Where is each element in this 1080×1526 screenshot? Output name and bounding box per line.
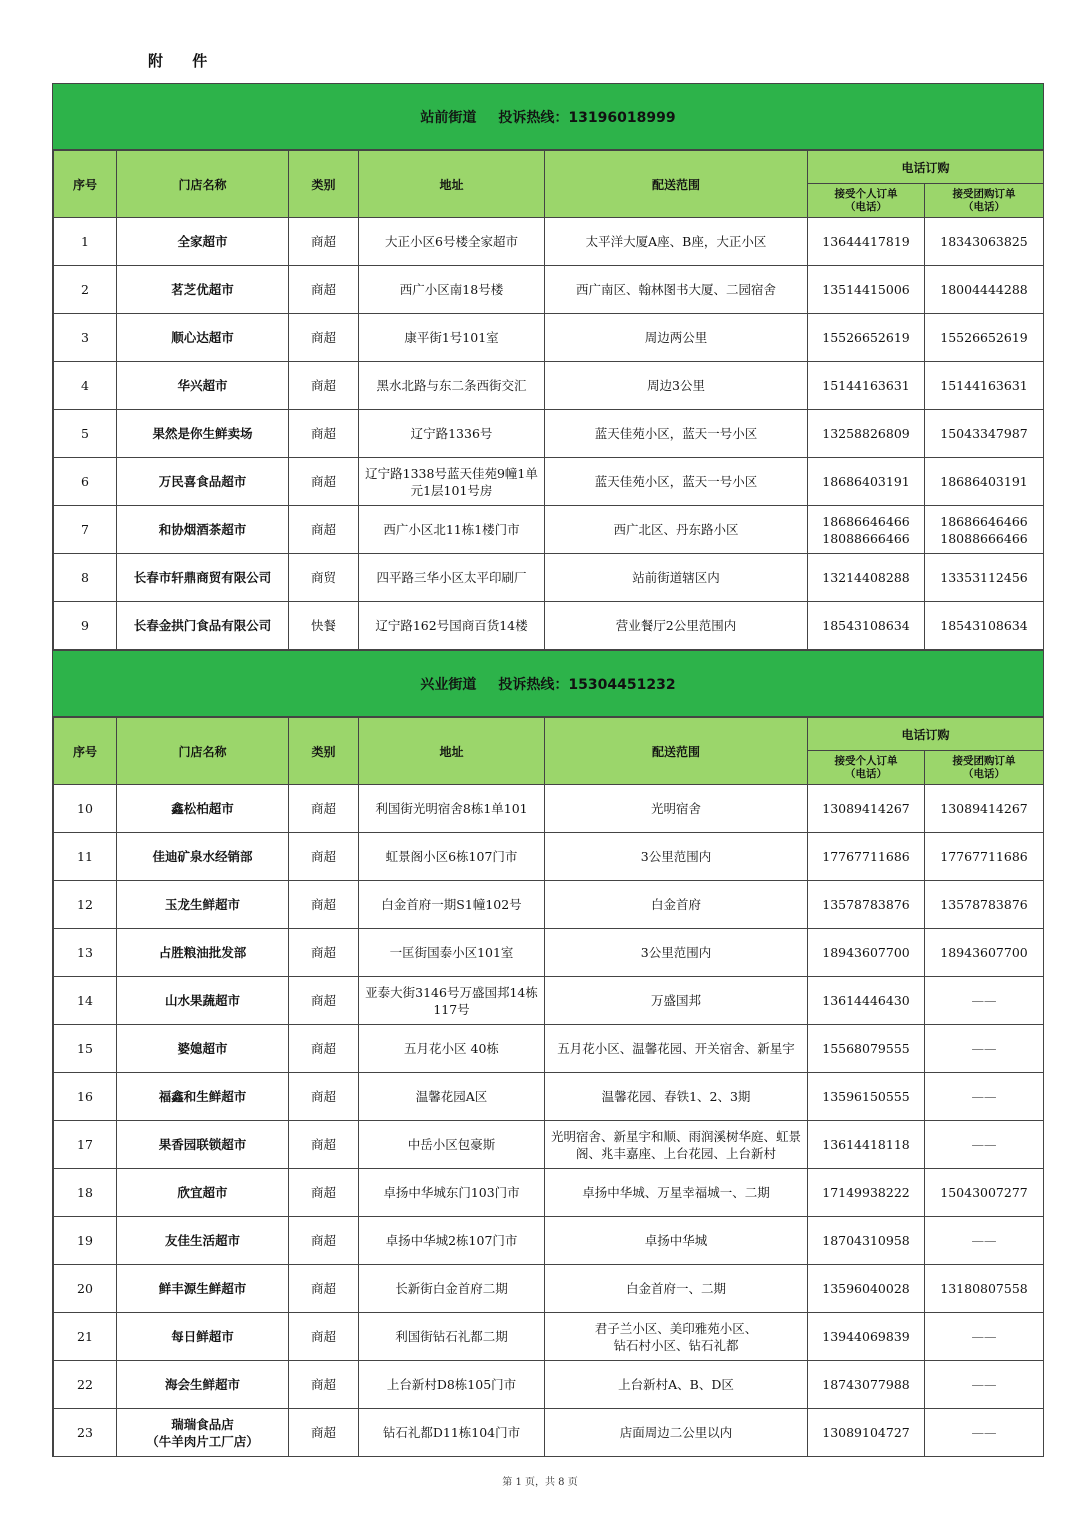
cell-seq: 1 <box>54 218 117 266</box>
cell-address: 利国街光明宿舍8栋1单101 <box>359 785 545 833</box>
cell-group-phone: —— <box>925 977 1044 1025</box>
cell-group-phone: 15043007277 <box>925 1169 1044 1217</box>
cell-store-name: 果然是你生鲜卖场 <box>117 410 289 458</box>
cell-range: 温馨花园、春铁1、2、3期 <box>545 1073 808 1121</box>
street-name: 兴业街道 <box>420 676 477 693</box>
cell-address: 辽宁路1338号蓝天佳苑9幢1单元1层101号房 <box>359 458 545 506</box>
cell-seq: 8 <box>54 554 117 602</box>
cell-address: 温馨花园A区 <box>359 1073 545 1121</box>
col-header-personal <box>808 751 925 785</box>
cell-type: 快餐 <box>289 602 359 650</box>
cell-store-name: 友佳生活超市 <box>117 1217 289 1265</box>
table-row <box>54 1313 1044 1361</box>
cell-type: 商超 <box>289 1169 359 1217</box>
cell-store-name: 福鑫和生鲜超市 <box>117 1073 289 1121</box>
cell-seq: 23 <box>54 1409 117 1457</box>
cell-group-phone: 13089414267 <box>925 785 1044 833</box>
cell-group-phone: —— <box>925 1361 1044 1409</box>
cell-seq: 12 <box>54 881 117 929</box>
cell-group-phone: 18343063825 <box>925 218 1044 266</box>
cell-type: 商超 <box>289 266 359 314</box>
cell-personal-phone: 15526652619 <box>808 314 925 362</box>
table-row <box>54 314 1044 362</box>
col-header-range: 配送范围 <box>545 718 808 785</box>
cell-store-name: 鲜丰源生鲜超市 <box>117 1265 289 1313</box>
cell-personal-phone: 17149938222 <box>808 1169 925 1217</box>
cell-group-phone: —— <box>925 1409 1044 1457</box>
table-row <box>54 1169 1044 1217</box>
cell-address: 卓扬中华城2栋107门市 <box>359 1217 545 1265</box>
table-row <box>54 362 1044 410</box>
cell-address: 钻石礼都D11栋104门市 <box>359 1409 545 1457</box>
header-label: 接受个人订单 <box>834 187 898 200</box>
cell-type: 商超 <box>289 1217 359 1265</box>
cell-range: 营业餐厅2公里范围内 <box>545 602 808 650</box>
cell-address: 黑水北路与东二条西街交汇 <box>359 362 545 410</box>
table-row <box>54 266 1044 314</box>
cell-store-name: 和协烟酒茶超市 <box>117 506 289 554</box>
cell-address: 四平路三华小区太平印刷厂 <box>359 554 545 602</box>
cell-seq: 13 <box>54 929 117 977</box>
cell-store-name: 占胜粮油批发部 <box>117 929 289 977</box>
cell-type: 商超 <box>289 785 359 833</box>
cell-store-name: 佳迪矿泉水经销部 <box>117 833 289 881</box>
cell-store-name: 海会生鲜超市 <box>117 1361 289 1409</box>
cell-range: 光明宿舍 <box>545 785 808 833</box>
cell-group-phone: —— <box>925 1073 1044 1121</box>
cell-personal-phone: 18943607700 <box>808 929 925 977</box>
cell-seq: 10 <box>54 785 117 833</box>
cell-store-name: 果香园联锁超市 <box>117 1121 289 1169</box>
cell-seq: 15 <box>54 1025 117 1073</box>
cell-address: 五月花小区 40栋 <box>359 1025 545 1073</box>
cell-line: （牛羊肉片工厂店） <box>146 1433 259 1449</box>
cell-group-phone: —— <box>925 1025 1044 1073</box>
cell-line: 君子兰小区、美印雅苑小区、 <box>594 1320 758 1336</box>
cell-type: 商超 <box>289 1025 359 1073</box>
cell-line: 18088666466 <box>822 530 910 546</box>
cell-group-phone: —— <box>925 1121 1044 1169</box>
cell-address: 卓扬中华城东门103门市 <box>359 1169 545 1217</box>
cell-store-name: 万民喜食品超市 <box>117 458 289 506</box>
store-table <box>53 717 1044 1457</box>
cell-type: 商超 <box>289 1409 359 1457</box>
table-row <box>54 929 1044 977</box>
cell-seq: 18 <box>54 1169 117 1217</box>
cell-type: 商超 <box>289 929 359 977</box>
cell-type: 商超 <box>289 1073 359 1121</box>
cell-range: 蓝天佳苑小区，蓝天一号小区 <box>545 410 808 458</box>
col-header-phone-order: 电话订购 <box>808 718 1044 751</box>
cell-group-phone: —— <box>925 1313 1044 1361</box>
cell-seq: 11 <box>54 833 117 881</box>
cell-range: 3公里范围内 <box>545 929 808 977</box>
cell-range: 3公里范围内 <box>545 833 808 881</box>
cell-address: 长新街白金首府二期 <box>359 1265 545 1313</box>
cell-address: 西广小区北11栋1楼门市 <box>359 506 545 554</box>
cell-type: 商贸 <box>289 554 359 602</box>
cell-store-name: 婆媳超市 <box>117 1025 289 1073</box>
header-sublabel: （电话） <box>845 767 887 780</box>
section-title <box>53 650 1043 717</box>
complaint-hotline: 投诉热线：15304451232 <box>498 676 676 693</box>
cell-range: 白金首府 <box>545 881 808 929</box>
cell-personal-phone: 13614446430 <box>808 977 925 1025</box>
table-row <box>54 1265 1044 1313</box>
cell-store-name: 茗芝优超市 <box>117 266 289 314</box>
cell-seq: 6 <box>54 458 117 506</box>
cell-store-name: 玉龙生鲜超市 <box>117 881 289 929</box>
col-header-personal <box>808 184 925 218</box>
cell-store-name: 全家超市 <box>117 218 289 266</box>
cell-range: 五月花小区、温馨花园、开关宿舍、新星宇 <box>545 1025 808 1073</box>
cell-address: 上台新村D8栋105门市 <box>359 1361 545 1409</box>
street-name: 站前街道 <box>420 109 477 126</box>
table-row <box>54 977 1044 1025</box>
cell-address: 辽宁路162号国商百货14楼 <box>359 602 545 650</box>
table-row <box>54 1073 1044 1121</box>
table-row <box>54 218 1044 266</box>
col-header-group <box>925 751 1044 785</box>
cell-store-name: 华兴超市 <box>117 362 289 410</box>
cell-type: 商超 <box>289 410 359 458</box>
cell-seq: 17 <box>54 1121 117 1169</box>
cell-type: 商超 <box>289 458 359 506</box>
table-row <box>54 458 1044 506</box>
cell-range: 上台新村A、B、D区 <box>545 1361 808 1409</box>
cell-range: 万盛国邦 <box>545 977 808 1025</box>
cell-personal-phone: 13614418118 <box>808 1121 925 1169</box>
cell-personal-phone: 18704310958 <box>808 1217 925 1265</box>
cell-type: 商超 <box>289 506 359 554</box>
col-header-name: 门店名称 <box>117 718 289 785</box>
cell-address: 亚泰大街3146号万盛国邦14栋117号 <box>359 977 545 1025</box>
cell-type: 商超 <box>289 362 359 410</box>
header-sublabel: （电话） <box>963 767 1005 780</box>
cell-personal-phone <box>808 506 925 554</box>
cell-type: 商超 <box>289 1313 359 1361</box>
header-label: 接受个人订单 <box>834 754 898 767</box>
cell-range: 蓝天佳苑小区，蓝天一号小区 <box>545 458 808 506</box>
cell-seq: 21 <box>54 1313 117 1361</box>
cell-personal-phone: 18743077988 <box>808 1361 925 1409</box>
cell-group-phone: 18943607700 <box>925 929 1044 977</box>
cell-seq: 5 <box>54 410 117 458</box>
cell-address: 西广小区南18号楼 <box>359 266 545 314</box>
cell-type: 商超 <box>289 314 359 362</box>
cell-personal-phone: 15144163631 <box>808 362 925 410</box>
cell-store-name: 长春金拱门食品有限公司 <box>117 602 289 650</box>
cell-range: 卓扬中华城、万星幸福城一、二期 <box>545 1169 808 1217</box>
cell-seq: 19 <box>54 1217 117 1265</box>
cell-range: 白金首府一、二期 <box>545 1265 808 1313</box>
cell-personal-phone: 18686403191 <box>808 458 925 506</box>
table-row <box>54 1361 1044 1409</box>
cell-type: 商超 <box>289 977 359 1025</box>
page-footer: 第 1 页，共 8 页 <box>502 1477 578 1488</box>
table-row <box>54 554 1044 602</box>
table-row <box>54 1409 1044 1457</box>
cell-personal-phone: 18543108634 <box>808 602 925 650</box>
cell-address: 虹景阁小区6栋107门市 <box>359 833 545 881</box>
table-row <box>54 1025 1044 1073</box>
cell-personal-phone: 13089104727 <box>808 1409 925 1457</box>
cell-store-name: 长春市轩鼎商贸有限公司 <box>117 554 289 602</box>
header-label: 接受团购订单 <box>952 187 1016 200</box>
col-header-name: 门店名称 <box>117 151 289 218</box>
cell-line: 18088666466 <box>940 530 1028 546</box>
cell-type: 商超 <box>289 218 359 266</box>
cell-personal-phone: 13596150555 <box>808 1073 925 1121</box>
cell-personal-phone: 15568079555 <box>808 1025 925 1073</box>
cell-seq: 3 <box>54 314 117 362</box>
col-header-group <box>925 184 1044 218</box>
cell-range: 太平洋大厦A座、B座，大正小区 <box>545 218 808 266</box>
cell-range: 店面周边二公里以内 <box>545 1409 808 1457</box>
cell-group-phone: —— <box>925 1217 1044 1265</box>
header-row <box>54 718 1044 751</box>
col-header-range: 配送范围 <box>545 151 808 218</box>
table-row <box>54 506 1044 554</box>
cell-store-name <box>117 1409 289 1457</box>
table-row <box>54 602 1044 650</box>
cell-group-phone: 18004444288 <box>925 266 1044 314</box>
cell-store-name: 每日鲜超市 <box>117 1313 289 1361</box>
cell-type: 商超 <box>289 1121 359 1169</box>
cell-range: 西广南区、翰林图书大厦、二园宿舍 <box>545 266 808 314</box>
cell-seq: 16 <box>54 1073 117 1121</box>
cell-group-phone: 17767711686 <box>925 833 1044 881</box>
col-header-seq: 序号 <box>54 151 117 218</box>
cell-personal-phone: 13514415006 <box>808 266 925 314</box>
cell-type: 商超 <box>289 833 359 881</box>
table-row <box>54 881 1044 929</box>
cell-store-name: 鑫松柏超市 <box>117 785 289 833</box>
cell-line: 18686646466 <box>822 513 910 529</box>
col-header-address: 地址 <box>359 718 545 785</box>
cell-range: 站前街道辖区内 <box>545 554 808 602</box>
store-list-sheet <box>52 83 1044 1457</box>
col-header-type: 类别 <box>289 718 359 785</box>
cell-range: 周边两公里 <box>545 314 808 362</box>
cell-personal-phone: 13944069839 <box>808 1313 925 1361</box>
store-table <box>53 150 1044 650</box>
table-row <box>54 833 1044 881</box>
cell-group-phone: 13578783876 <box>925 881 1044 929</box>
cell-group-phone: 18686403191 <box>925 458 1044 506</box>
header-label: 接受团购订单 <box>952 754 1016 767</box>
cell-address: 大正小区6号楼全家超市 <box>359 218 545 266</box>
cell-range: 周边3公里 <box>545 362 808 410</box>
table-row <box>54 1217 1044 1265</box>
cell-personal-phone: 13089414267 <box>808 785 925 833</box>
cell-personal-phone: 13258826809 <box>808 410 925 458</box>
cell-address: 白金首府一期S1幢102号 <box>359 881 545 929</box>
cell-range <box>545 1313 808 1361</box>
header-sublabel: （电话） <box>845 200 887 213</box>
cell-address: 一匡街国泰小区101室 <box>359 929 545 977</box>
cell-personal-phone: 13214408288 <box>808 554 925 602</box>
cell-group-phone <box>925 506 1044 554</box>
cell-store-name: 山水果蔬超市 <box>117 977 289 1025</box>
cell-line: 18686646466 <box>940 513 1028 529</box>
header-row <box>54 151 1044 184</box>
cell-group-phone: 13180807558 <box>925 1265 1044 1313</box>
cell-address: 中岳小区包豪斯 <box>359 1121 545 1169</box>
cell-line: 瑞瑞食品店 <box>171 1416 234 1432</box>
cell-line: 钻石村小区、钻石礼都 <box>613 1337 739 1353</box>
section-title <box>53 83 1043 150</box>
col-header-seq: 序号 <box>54 718 117 785</box>
cell-personal-phone: 13596040028 <box>808 1265 925 1313</box>
cell-seq: 4 <box>54 362 117 410</box>
col-header-type: 类别 <box>289 151 359 218</box>
cell-range: 卓扬中华城 <box>545 1217 808 1265</box>
cell-address: 康平街1号101室 <box>359 314 545 362</box>
attachment-label: 附 件 <box>148 52 220 70</box>
cell-personal-phone: 17767711686 <box>808 833 925 881</box>
cell-seq: 22 <box>54 1361 117 1409</box>
complaint-hotline: 投诉热线：13196018999 <box>498 109 676 126</box>
cell-seq: 7 <box>54 506 117 554</box>
cell-personal-phone: 13644417819 <box>808 218 925 266</box>
table-row <box>54 410 1044 458</box>
cell-seq: 2 <box>54 266 117 314</box>
cell-seq: 20 <box>54 1265 117 1313</box>
cell-group-phone: 15043347987 <box>925 410 1044 458</box>
cell-range: 西广北区、丹东路小区 <box>545 506 808 554</box>
header-sublabel: （电话） <box>963 200 1005 213</box>
cell-range: 光明宿舍、新星宇和顺、雨润溪树华庭、虹景阁、兆丰嘉座、上台花园、上台新村 <box>545 1121 808 1169</box>
cell-store-name: 欣宜超市 <box>117 1169 289 1217</box>
cell-seq: 14 <box>54 977 117 1025</box>
cell-store-name: 顺心达超市 <box>117 314 289 362</box>
cell-address: 利国街钻石礼都二期 <box>359 1313 545 1361</box>
cell-type: 商超 <box>289 1361 359 1409</box>
cell-group-phone: 15144163631 <box>925 362 1044 410</box>
cell-personal-phone: 13578783876 <box>808 881 925 929</box>
col-header-address: 地址 <box>359 151 545 218</box>
cell-address: 辽宁路1336号 <box>359 410 545 458</box>
cell-group-phone: 15526652619 <box>925 314 1044 362</box>
cell-group-phone: 18543108634 <box>925 602 1044 650</box>
cell-group-phone: 13353112456 <box>925 554 1044 602</box>
table-row <box>54 1121 1044 1169</box>
cell-type: 商超 <box>289 881 359 929</box>
cell-type: 商超 <box>289 1265 359 1313</box>
table-row <box>54 785 1044 833</box>
col-header-phone-order: 电话订购 <box>808 151 1044 184</box>
cell-seq: 9 <box>54 602 117 650</box>
